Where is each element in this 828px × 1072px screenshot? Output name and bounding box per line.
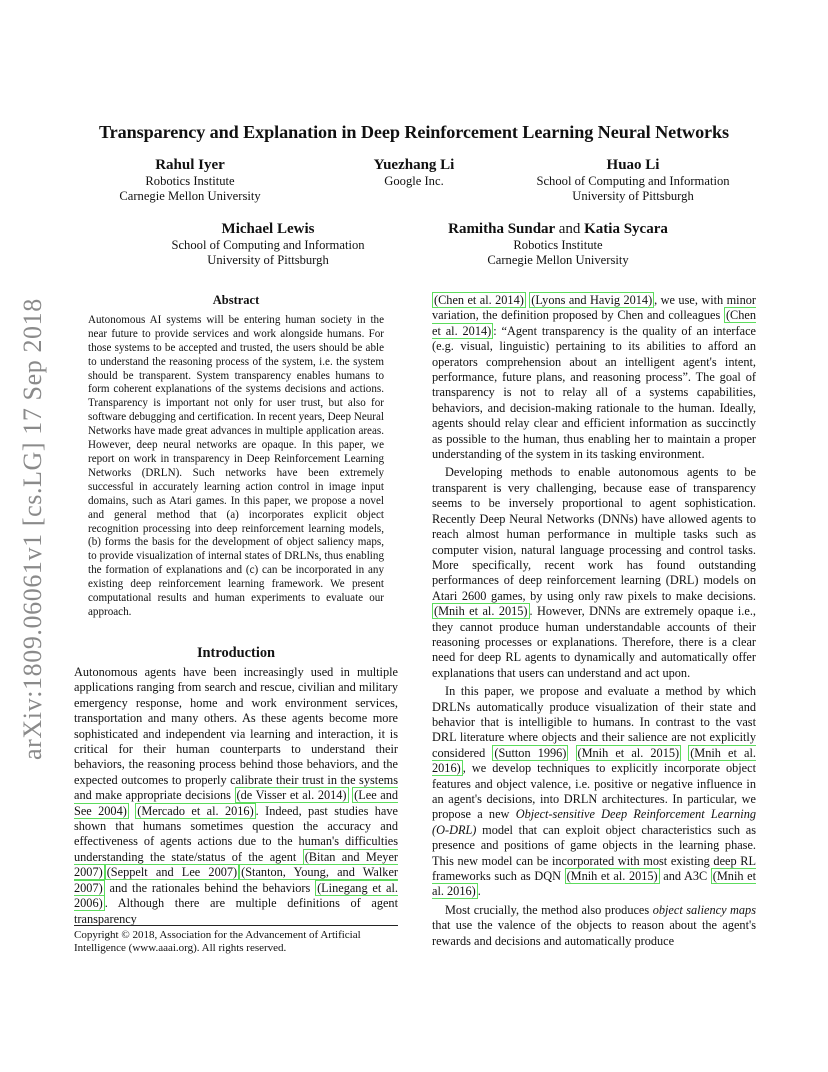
citation-link[interactable]: (de Visser et al. 2014) — [236, 788, 347, 803]
author-affiliation: Robotics Institute — [513, 238, 603, 252]
author-affiliation: University of Pittsburgh — [572, 189, 694, 203]
introduction-heading: Introduction — [196, 645, 276, 661]
author-affiliation: Carnegie Mellon University — [119, 189, 261, 203]
author-name: Katia Sycara — [584, 221, 668, 237]
citation-link[interactable]: (Linegang et al. 2006) — [74, 880, 398, 911]
author-block — [150, 221, 386, 268]
author-name: Ramitha Sundar — [448, 221, 555, 237]
citation-link[interactable]: (Chen et al. 2014) — [432, 308, 756, 338]
author-affiliation: Carnegie Mellon University — [487, 253, 629, 267]
citation-link[interactable]: (Mnih et al. 2015) — [566, 869, 658, 884]
right-column-body — [432, 293, 756, 949]
introduction-body — [74, 665, 398, 927]
citation-link[interactable]: (Bitan and Meyer 2007) — [74, 849, 399, 880]
copyright-footnote: Copyright © 2018, Association for the Advancement of Artificial Intelligence (www.aaai.org). All rights reserved. — [74, 925, 398, 956]
citation-link[interactable]: (Mnih et al. 2015) — [577, 745, 680, 760]
citation-link[interactable]: (Mnih et al. 2016) — [432, 745, 756, 776]
paragraph: In this paper, we propose and evaluate a method by which DRLNs automatically produce visualization of their state and behavior that is intelligible to humans. In contrast to the vast DRL literature where objects and their salience are not explicitly considered (Sutton 1996) (Mnih et al. 2015) (Mnih et al. 2016) , we develop techniques to explicitly incorporate object features and object valence, i.e. positive or negative influence in an agent's decisions, into DRLN architectures. In particular, we propose a new Object-sensitive Deep Reinforcement Learning (O-DRL) model that can exploit object characteristics such as presence and positions of game objects in the learning phase. This new model can be incorporated with most existing deep RL frameworks such as DQN (Mnih et al. 2015) and A3C (Mnih et al. 2016) . — [432, 684, 757, 899]
abstract-section — [88, 294, 384, 620]
citation-link[interactable]: (Chen et al. 2014) — [434, 293, 524, 307]
author-name: Yuezhang Li — [373, 157, 455, 173]
author-name: Huao Li — [606, 157, 660, 173]
citation-link[interactable]: (Mnih et al. 2015) — [434, 604, 528, 619]
paragraph: Most crucially, the method also produces object saliency maps that use the valence of the objects to reason about the agent's rewards and decisions and automatically produce — [432, 902, 756, 948]
author-affiliation: School of Computing and Information — [171, 238, 365, 252]
citation-link[interactable]: (Lee and See 2004) — [74, 788, 398, 818]
author-affiliation: Google Inc. — [384, 174, 444, 188]
arxiv-identifier: arXiv:1809.06061v1 [cs.LG] 17 Sep 2018 — [18, 298, 47, 760]
author-block — [344, 157, 484, 189]
paragraph: Autonomous agents have been increasingly used in multiple applications ranging from search and rescue, civilian and military emergency response, home and work environment services, transportation and many others. As these agents become more sophisticated and independent via learning and interaction, it is critical for their human counterparts to understand their behaviors, the reasoning process behind those behaviors, and the expected outcomes to properly calibrate their trust in the systems and make appropriate decisions (de Visser et al. 2014) (Lee and See 2004) (Mercado et al. 2016) . Indeed, past studies have shown that humans sometimes question the accuracy and effectiveness of agents actions due to the human's difficulties understanding the state/status of the agent (Bitan and Meyer 2007) (Seppelt and Lee 2007) (Stanton, Young, and Walker 2007) and the rationales behind the behaviors (Linegang et al. 2006) . Although there are multiple definitions of agent transparency — [74, 665, 399, 926]
author-name: Rahul Iyer — [155, 157, 225, 173]
emphasis-term: object saliency maps — [652, 902, 756, 917]
author-name: Michael Lewis — [221, 221, 315, 237]
author-block — [88, 157, 292, 204]
citation-link[interactable]: (Mercado et al. 2016) — [137, 803, 254, 818]
author-affiliation: Robotics Institute — [145, 174, 235, 188]
author-affiliation: University of Pittsburgh — [207, 253, 329, 267]
paragraph: (Chen et al. 2014) (Lyons and Havig 2014) , we use, with minor variation, the definition proposed by Chen and colleagues (Chen et al. 2014) : “Agent transparency is the quality of an interface (e.g. visual, linguistic) pertaining to its abilities to afford an operators comprehension about an intelligent agent's intent, performance, future plans, and reasoning process”. The goal of transparency is not to relay all of a systems capabilities, behaviors, and decision-making rationale to the human. Ideally, agents should relay clear and efficient information as succinctly as possible to the human, thus enabling her to maintain a proper understanding of the system in its tasking environment. — [432, 293, 756, 462]
author-affiliation: School of Computing and Information — [536, 174, 730, 188]
author-joiner: and — [558, 221, 581, 237]
abstract-heading: Abstract — [212, 293, 260, 307]
citation-link[interactable]: (Stanton, Young, and Walker 2007) — [74, 865, 398, 895]
paragraph: Developing methods to enable autonomous agents to be transparent is very challenging, because ease of transparency seems to be inversely proportional to agent sophistication. Recently Deep Neural Networks (DNNs) have allowed agents to reach almost human performance in multiple tasks such as computer vision, natural language processing and control tasks. More specifically, recent work has found outstanding performances of deep reinforcement learning (DRL) models on Atari 2600 games, by using only raw pixels to make decisions. (Mnih et al. 2015) . However, DNNs are extremely opaque i.e., they cannot produce human understandable accounts of their reasoning processes or explanations. Therefore, there is a clear need for deep RL agents to dynamically and automatically offer explanations that users can understand and act upon. — [432, 465, 756, 680]
author-block — [520, 157, 746, 204]
abstract-text: Autonomous AI systems will be entering human society in the near future to provide services and work alongside humans. For those systems to be accepted and trusted, the users should be able to understand the reasoning process of the system, i.e. the system should be transparent. System transparency enables humans to form coherent explanations of the systems decisions and actions. Transparency is important not only for user trust, but also for software debugging and certification. In recent years, Deep Neural Networks have made great advances in multiple application areas. However, deep neural networks are opaque. In this paper, we report on work in transparency in Deep Reinforcement Learning Networks (DRLN). Such networks have been extremely successful in accurately learning action control in image input domains, such as Atari games. In this paper, we propose a novel and general method that (a) incorporates explicit object recognition processing into deep reinforcement learning models, (b) forms the basis for the development of object saliency maps, to provide visualization of internal states of DRLNs, thus enabling the formation of explanations and (c) can be incorporated in any existing deep reinforcement learning framework. We present computational results and human experiments to evaluate our approach. — [88, 313, 384, 618]
citation-link[interactable]: (Lyons and Havig 2014) — [531, 293, 653, 307]
paper-title: Transparency and Explanation in Deep Reinforcement Learning Neural Networks — [98, 122, 730, 142]
citation-link[interactable]: (Sutton 1996) — [494, 745, 567, 760]
citation-link[interactable]: (Mnih et al. 2016) — [432, 869, 757, 899]
author-block — [420, 221, 696, 268]
model-name: Object-sensitive Deep Reinforcement Learning (O-DRL) — [432, 807, 756, 837]
citation-link[interactable]: (Seppelt and Lee 2007) — [106, 865, 238, 880]
